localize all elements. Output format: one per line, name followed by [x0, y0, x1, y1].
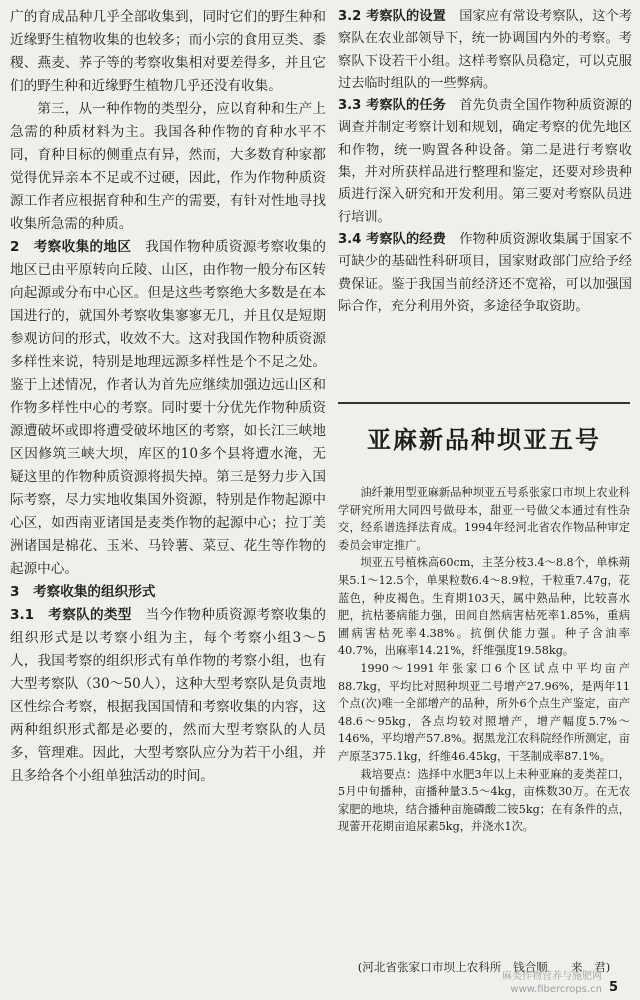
section-3-4-heading: 3.4 考察队的经费: [338, 231, 446, 247]
section-3-1-text: 当今作物种质资源考察收集的组织形式是以考察小组为主，每个考察小组3～5人，我国考察的组织形式有单作物的考察小组，也有大型考察队（30～50人），这种大型考察队是负责地区性综合考察，根据我国国情和考察收集的内容，这两种组织形式都是必要的，然而大型考察队的人员多，管理难。因此，大型考察队应分为若干小组，并且多给各个小组单独活动的时间。: [10, 607, 327, 784]
section-2-heading: 2 考察收集的地区: [10, 239, 132, 255]
article-divider: [338, 402, 630, 404]
section-2-text: 我国作物种质资源考察收集的地区已由平原转向丘陵、山区，由作物一般分布区转向起源或分布中心区。但是这些考察绝大多数是在本国进行的，就国外考察收集寥寥无几，并且仅是短期参观访问的形式，收效不大。这对我国作物种质资源多样性来说，特别是地理远源多样性是个不足之处。鉴于上述情况，作者认为首先应继续加强边远山区和作物多样性中心的考察。同时要十分优先作物种质资源遭破坏或即将遭受破坏地区的考察，如长江三峡地区因修筑三峡大坝，库区的10多个县将遭水淹，无疑这里的作物种质资源将损失掉。第三是努力步入国际考察，尽力实地收集国外资源，特别是作物起源中心区，如西南亚诸国是麦类作物的起源中心；拉丁美洲诸国是棉花、玉米、马铃薯、菜豆、花生等作物的起源中心。: [10, 239, 326, 577]
article-credit: (河北省张家口市坝上农科所 钱合顺 来 君): [357, 960, 611, 974]
left-column: [10, 6, 326, 788]
section-3-1-paragraph: [10, 604, 326, 788]
section-3-3-text: 首先负责全国作物种质资源的调查并制定考察计划和规划，确定考察的优先地区和作物，统一购置各种设备。第二是进行考察收集，并对所获样品进行整理和鉴定，还要对珍贵种质进行深入研究和开发利用。第三要对考察队员进行培训。: [338, 98, 633, 225]
site-watermark: 麻类作物营养与施肥网 www.fibercrops.cn: [502, 971, 602, 995]
paragraph: 第三，从一种作物的类型分，应以育种和生产上急需的种质材料为主。我国各种作物的育种水平不同，育种目标的侧重点有异，然而，大多数育种家都觉得优异亲本不足或不过硬，因此，作为作物种质资源工作者应根据育种和生产的需要，有针对性地寻找收集所急需的种质。: [10, 101, 326, 232]
section-3-2-text: 国家应有常设考察队，这个考察队在农业部领导下，统一协调国内外的考察。考察队下设若干小组。这样考察队员稳定，可以克服过去临时组队的一些弊病。: [338, 9, 633, 91]
section-3-heading: 3 考察收集的组织形式: [10, 584, 156, 600]
section-3-2-heading: 3.2 考察队的设置: [338, 9, 446, 24]
right-column: [338, 6, 632, 318]
section-3-4-paragraph: [338, 229, 632, 318]
page-number: 5: [608, 980, 618, 995]
section-3-1-heading: 3.1 考察队的类型: [10, 607, 132, 623]
article-body: [338, 484, 630, 836]
section-3-3-heading: 3.3 考察队的任务: [338, 98, 446, 114]
section-2-paragraph: [10, 236, 326, 581]
paragraph: 广的育成品种几乎全部收集到，同时它们的野生种和近缘野生植物收集的也较多；而小宗的食用豆类、黍稷、燕麦、荞子等的考察收集相对要差得多，并且它们的野生种和近缘野生植物几乎还没有收集。: [10, 9, 326, 94]
section-3-4-text: 作物种质资源收集属于国家不可缺少的基础性科研项目，国家财政部门应给予经费保证。鉴于我国当前经济还不宽裕，可以加强国际合作，充分利用外资，多途径争取资助。: [338, 231, 633, 314]
section-3-3-paragraph: [338, 95, 632, 229]
article-paragraph: 栽培要点：选择中水肥3年以上未种亚麻的麦类茬口，5月中旬播种，亩播种量3.5～4kg，亩株数30万。在无农家肥的地块，结合播种亩施磷酸二铵5kg；在有条件的点，现蕾开花期亩追尿素5kg，并浇水1次。: [338, 767, 630, 834]
article-paragraph: 1990～1991年张家口6个区试点中平均亩产88.7kg，平均比对照种坝亚二号增产27.96%，是两年11个点(次)唯一全部增产的品种，所外6个点生产鉴定，亩产48.6～95kg，各点均较对照增产，增产幅度5.7%～146%，平均增产57.8%。据黑龙江农科院经作所测定，亩产原茎375.1kg，纤维46.45kg，干茎制成率87.1%。: [338, 661, 630, 763]
section-3-2-paragraph: [338, 6, 632, 95]
article-paragraph: 坝亚五号植株高60cm，主茎分枝3.4～8.8个，单株蒴果5.1～12.5个，单果粒数6.4～8.9粒，千粒重7.47g，花蓝色，种皮褐色。生育期103天，属中熟品种，比较喜水肥，抗枯萎病能力强，田间自然病害枯死率1.85%，重病圃病害枯死率4.38%。抗倒伏能力强。种子含油率40.7%，出麻率14.21%，纤维强度19.58kg。: [338, 556, 630, 658]
article-title: 亚麻新品种坝亚五号: [367, 426, 601, 454]
article-paragraph: 油纤兼用型亚麻新品种坝亚五号系张家口市坝上农业科学研究所用大同四号做母本，甜亚一号做父本通过有性杂交，经系谱选择法育成。1994年经河北省农作物品种审定委员会审定推广。: [338, 486, 630, 552]
